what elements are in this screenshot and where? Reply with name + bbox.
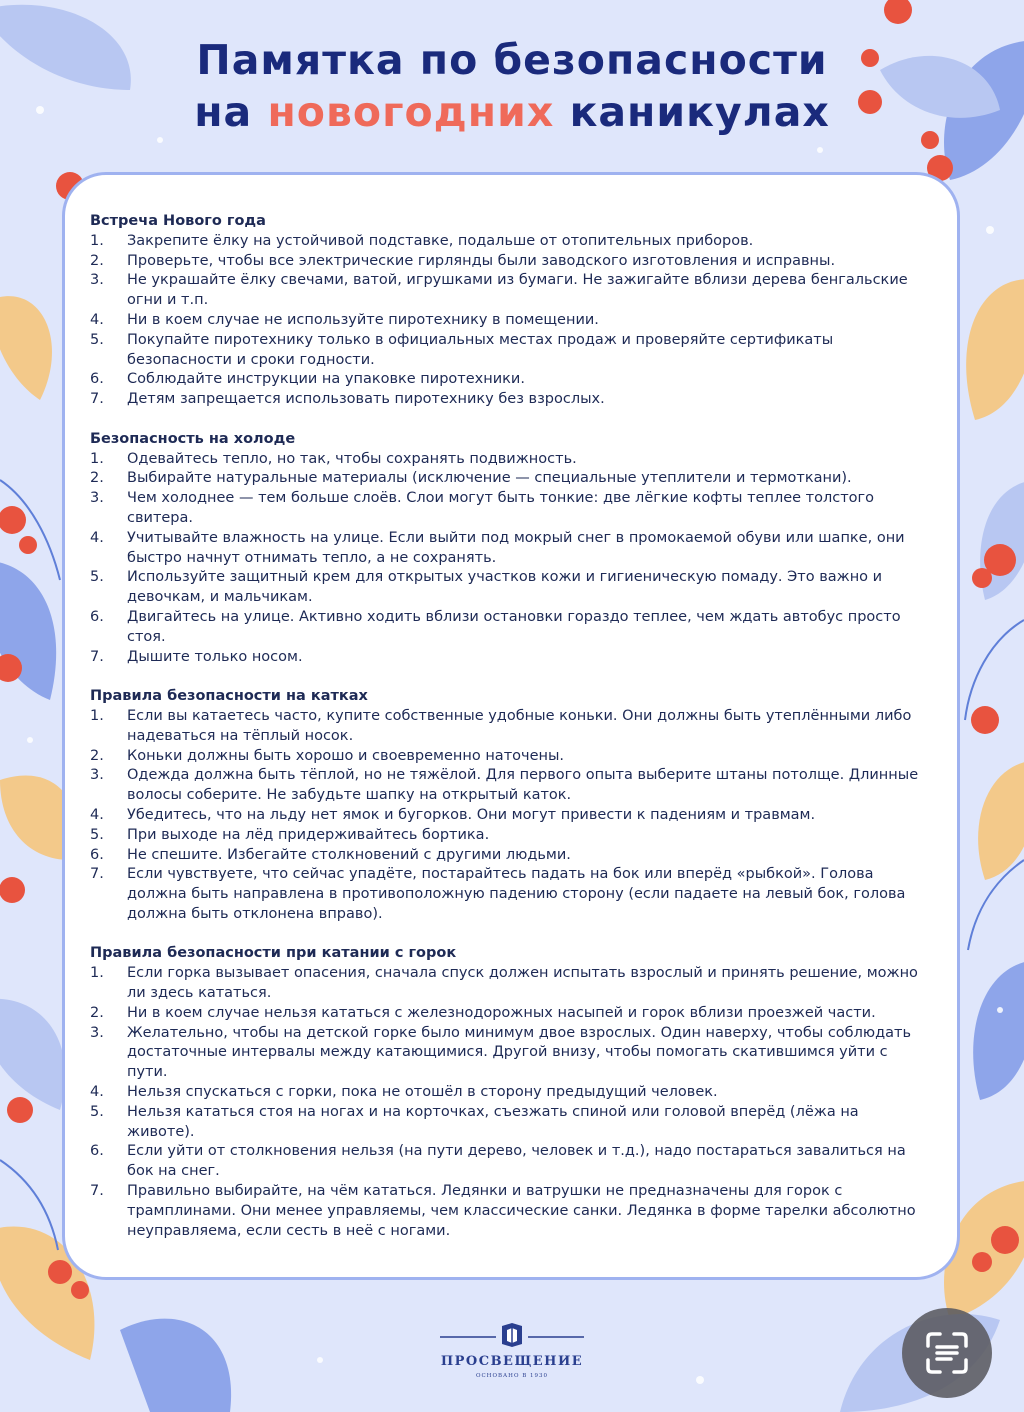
- section-heading: Безопасность на холоде: [90, 430, 296, 447]
- item-number: 5.: [90, 826, 104, 843]
- list-item: [90, 747, 930, 767]
- rules-list: [90, 964, 930, 1241]
- item-number: 1.: [90, 450, 104, 467]
- item-number: 2.: [90, 1004, 104, 1021]
- list-item: [90, 1024, 930, 1083]
- safety-content: [90, 212, 930, 1261]
- list-item: [90, 964, 930, 1004]
- item-number: 2.: [90, 252, 104, 269]
- item-text: Проверьте, чтобы все электрические гирлянды были заводского изготовления и исправны.: [127, 252, 836, 269]
- book-emblem-icon: [436, 1322, 588, 1348]
- rules-list: [90, 232, 930, 410]
- item-number: 6.: [90, 1143, 104, 1160]
- item-text: Покупайте пиротехнику только в официальных местах продаж и проверяйте сертификаты безопасности и сроки годности.: [127, 331, 834, 368]
- item-text: Если уйти от столкновения нельзя (на пути дерево, человек и т.д.), надо постараться завалиться на бок на снег.: [127, 1143, 906, 1180]
- item-text: Коньки должны быть хорошо и своевременно наточены.: [127, 747, 565, 764]
- list-item: [90, 1083, 930, 1103]
- item-text: Нельзя спускаться с горки, пока не отошёл в сторону предыдущий человек.: [127, 1084, 718, 1101]
- item-text: Дышите только носом.: [127, 648, 303, 665]
- safety-section: [90, 430, 930, 668]
- item-text: При выходе на лёд придерживайтесь бортика.: [127, 826, 490, 843]
- safety-section: [90, 212, 930, 410]
- item-text: Выбирайте натуральные материалы (исключение — специальные утеплители и термоткани).: [127, 470, 852, 487]
- list-item: [90, 1142, 930, 1182]
- item-text: Нельзя кататься стоя на ногах и на корточках, съезжать спиной или головой вперёд (лёжа на животе).: [127, 1103, 859, 1140]
- rules-list: [90, 450, 930, 668]
- item-text: Желательно, чтобы на детской горке было минимум двое взрослых. Один наверху, чтобы соблюдать достаточные интервалы между катающимися. Другой внизу, чтобы помогать скатившимся уйти с пути.: [127, 1024, 911, 1081]
- item-number: 4.: [90, 311, 104, 328]
- item-text: Ни в коем случае не используйте пиротехнику в помещении.: [127, 311, 599, 328]
- list-item: [90, 1004, 930, 1024]
- item-number: 2.: [90, 470, 104, 487]
- item-text: Если вы катаетесь часто, купите собственные удобные коньки. Они должны быть утеплёнными либо надеваться на тёплый носок.: [127, 707, 912, 744]
- list-item: [90, 370, 930, 390]
- item-text: Не спешите. Избегайте столкновений с другими людьми.: [127, 846, 571, 863]
- item-text: Не украшайте ёлку свечами, ватой, игрушками из бумаги. Не зажигайте вблизи дерева бенгальские огни и т.п.: [127, 272, 908, 309]
- list-item: [90, 846, 930, 866]
- item-text: Чем холоднее — тем больше слоёв. Слои могут быть тонкие: две лёгкие кофты теплее толстого свитера.: [127, 490, 875, 526]
- item-text: Соблюдайте инструкции на упаковке пиротехники.: [127, 371, 525, 388]
- item-text: Убедитесь, что на льду нет ямок и бугорков. Они могут привести к падениям и травмам.: [127, 806, 816, 823]
- list-item: [90, 608, 930, 648]
- list-item: [90, 271, 930, 311]
- section-heading: Правила безопасности на катках: [90, 688, 368, 705]
- item-number: 7.: [90, 866, 104, 883]
- item-text: Одежда должна быть тёплой, но не тяжёлой. Для первого опыта выберите штаны потолще. Длинные волосы соберите. Не забудьте шапку на открытый каток.: [127, 767, 919, 804]
- safety-section: [90, 944, 930, 1241]
- item-text: Одевайтесь тепло, но так, чтобы сохранять подвижность.: [127, 450, 577, 467]
- item-number: 7.: [90, 391, 104, 408]
- item-number: 3.: [90, 272, 104, 289]
- prosveshchenie-logo: [436, 1322, 588, 1379]
- item-number: 5.: [90, 569, 104, 586]
- item-number: 3.: [90, 767, 104, 784]
- logo-name: ПРОСВЕЩЕНИЕ: [440, 1354, 584, 1369]
- list-item: [90, 331, 930, 371]
- item-number: 1.: [90, 965, 104, 982]
- list-item: [90, 311, 930, 331]
- section-heading: Встреча Нового года: [90, 213, 266, 229]
- item-number: 3.: [90, 1024, 104, 1041]
- item-text: Детям запрещается использовать пиротехнику без взрослых.: [127, 391, 605, 408]
- safety-section: [90, 687, 930, 925]
- list-item: [90, 489, 930, 529]
- item-number: 1.: [90, 707, 104, 724]
- list-item: [90, 1182, 930, 1241]
- item-number: 7.: [90, 1183, 104, 1200]
- item-text: Правильно выбирайте, на чём кататься. Ледянки и ватрушки не предназначены для горок с трамплинами. Они менее управляемы, чем классические санки. Ледянка в форме тарелки абсолютно неуправляема, если сесть в неё с ногами.: [127, 1183, 916, 1239]
- list-item: [90, 826, 930, 846]
- title-line-1: Памятка по безопасности: [196, 36, 828, 84]
- list-item: [90, 1103, 930, 1143]
- item-text: Учитывайте влажность на улице. Если выйти под мокрый снег в промокаемой обуви или шапке, они быстро начнут отнимать тепло, а не сохранять.: [127, 529, 905, 566]
- rules-list: [90, 707, 930, 925]
- item-text: Закрепите ёлку на устойчивой подставке, подальше от отопительных приборов.: [127, 232, 754, 249]
- list-item: [90, 806, 930, 826]
- item-number: 4.: [90, 1084, 104, 1101]
- list-item: [90, 568, 930, 608]
- title-prefix: на: [194, 88, 253, 136]
- list-item: [90, 469, 930, 489]
- item-text: Если горка вызывает опасения, сначала спуск должен испытать взрослый и принять решение, можно ли здесь кататься.: [127, 965, 918, 1002]
- text-scan-button[interactable]: [902, 1308, 992, 1398]
- list-item: [90, 865, 930, 924]
- title-line-2: [0, 86, 1024, 138]
- list-item: [90, 648, 930, 668]
- item-number: 1.: [90, 232, 104, 249]
- item-number: 6.: [90, 846, 104, 863]
- logo-since: ОСНОВАНО В 1930: [475, 1373, 549, 1379]
- item-number: 6.: [90, 608, 104, 625]
- item-number: 4.: [90, 529, 104, 546]
- section-heading: Правила безопасности при катании с горок: [90, 945, 457, 962]
- item-text: Ни в коем случае нельзя кататься с железнодорожных насыпей и горок вблизи проезжей части.: [127, 1004, 876, 1021]
- list-item: [90, 232, 930, 252]
- item-number: 7.: [90, 648, 104, 665]
- item-text: Используйте защитный крем для открытых участков кожи и гигиеническую помаду. Это важно и девочкам, и мальчикам.: [127, 569, 883, 606]
- list-item: [90, 252, 930, 272]
- list-item: [90, 707, 930, 747]
- title-suffix: каникулах: [569, 88, 830, 136]
- item-number: 6.: [90, 371, 104, 388]
- title-highlight: новогодних: [267, 88, 555, 136]
- list-item: [90, 450, 930, 470]
- item-number: 2.: [90, 747, 104, 764]
- item-number: 4.: [90, 806, 104, 823]
- item-text: Двигайтесь на улице. Активно ходить вблизи остановки гораздо теплее, чем ждать автобус просто стоя.: [127, 608, 901, 645]
- item-number: 5.: [90, 331, 104, 348]
- page-title: [0, 34, 1024, 138]
- item-number: 3.: [90, 490, 104, 507]
- list-item: [90, 529, 930, 569]
- item-number: 5.: [90, 1103, 104, 1120]
- list-item: [90, 390, 930, 410]
- item-text: Если чувствуете, что сейчас упадёте, постарайтесь падать на бок или вперёд «рыбкой». Голова должна быть направлена в противоположную падению сторону (если падаете на левый бок, голова должна быть отклонена вправо).: [127, 866, 906, 922]
- list-item: [90, 766, 930, 806]
- text-scan-icon: [902, 1308, 992, 1398]
